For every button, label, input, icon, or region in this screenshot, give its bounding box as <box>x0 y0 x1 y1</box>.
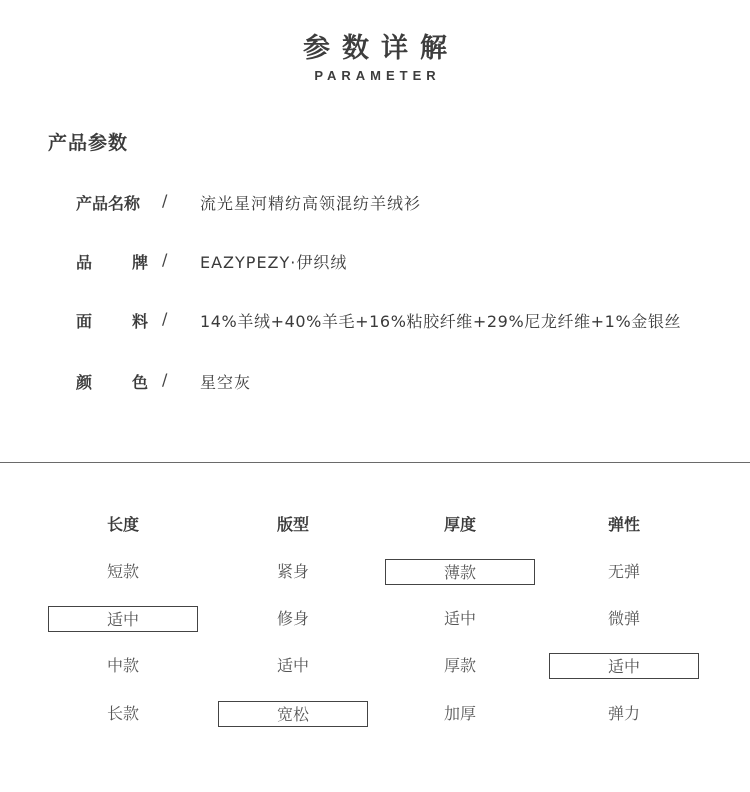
param-value: 星空灰 <box>200 373 252 392</box>
param-label <box>76 250 148 273</box>
attribute-header: 长度 <box>106 515 139 534</box>
attribute-option: 中款 <box>106 656 139 675</box>
attribute-option: 无弹 <box>607 562 640 581</box>
param-value: EAZYPEZY·伊织绒 <box>200 253 348 272</box>
param-label-text: 面 <box>76 312 93 331</box>
param-row-brand <box>0 250 750 280</box>
attribute-option: 适中 <box>443 609 476 628</box>
attribute-option: 短款 <box>106 562 139 581</box>
param-label <box>76 309 148 332</box>
attribute-option: 厚款 <box>443 656 476 675</box>
param-label-text: 色 <box>131 373 148 392</box>
attribute-option: 微弹 <box>607 609 640 628</box>
param-slash: / <box>162 191 168 210</box>
product-params-heading: 产品参数 <box>48 132 129 154</box>
attribute-option: 长款 <box>106 704 139 723</box>
attribute-header: 弹性 <box>607 515 640 534</box>
param-row-fabric <box>0 309 750 339</box>
param-label <box>76 370 148 393</box>
attribute-option-selected: 适中 <box>48 606 198 632</box>
page-title: 参数详解 <box>303 33 459 64</box>
param-label-text: 产品名称 <box>76 194 141 213</box>
param-slash: / <box>162 250 168 269</box>
param-row-name <box>0 191 750 221</box>
param-slash: / <box>162 370 168 389</box>
param-label <box>76 191 148 214</box>
param-label-text: 品 <box>76 253 93 272</box>
attribute-option-selected: 薄款 <box>385 559 535 585</box>
param-row-color <box>0 370 750 400</box>
attribute-option-selected: 适中 <box>549 653 699 679</box>
attribute-option: 修身 <box>276 609 309 628</box>
attribute-option: 弹力 <box>607 704 640 723</box>
param-value: 流光星河精纺高领混纺羊绒衫 <box>200 194 422 213</box>
attribute-option-selected: 宽松 <box>218 701 368 727</box>
param-label-text: 颜 <box>76 373 93 392</box>
param-slash: / <box>162 309 168 328</box>
attribute-option: 加厚 <box>443 704 476 723</box>
param-label-text: 料 <box>131 312 148 331</box>
attribute-option: 适中 <box>276 656 309 675</box>
page-subtitle: PARAMETER <box>314 68 441 83</box>
attribute-option: 紧身 <box>276 562 309 581</box>
attribute-header: 厚度 <box>443 515 476 534</box>
section-divider <box>0 462 750 463</box>
attribute-header: 版型 <box>276 515 309 534</box>
param-label-text: 牌 <box>131 253 148 272</box>
param-value: 14%羊绒+40%羊毛+16%粘胶纤维+29%尼龙纤维+1%金银丝 <box>200 312 682 331</box>
